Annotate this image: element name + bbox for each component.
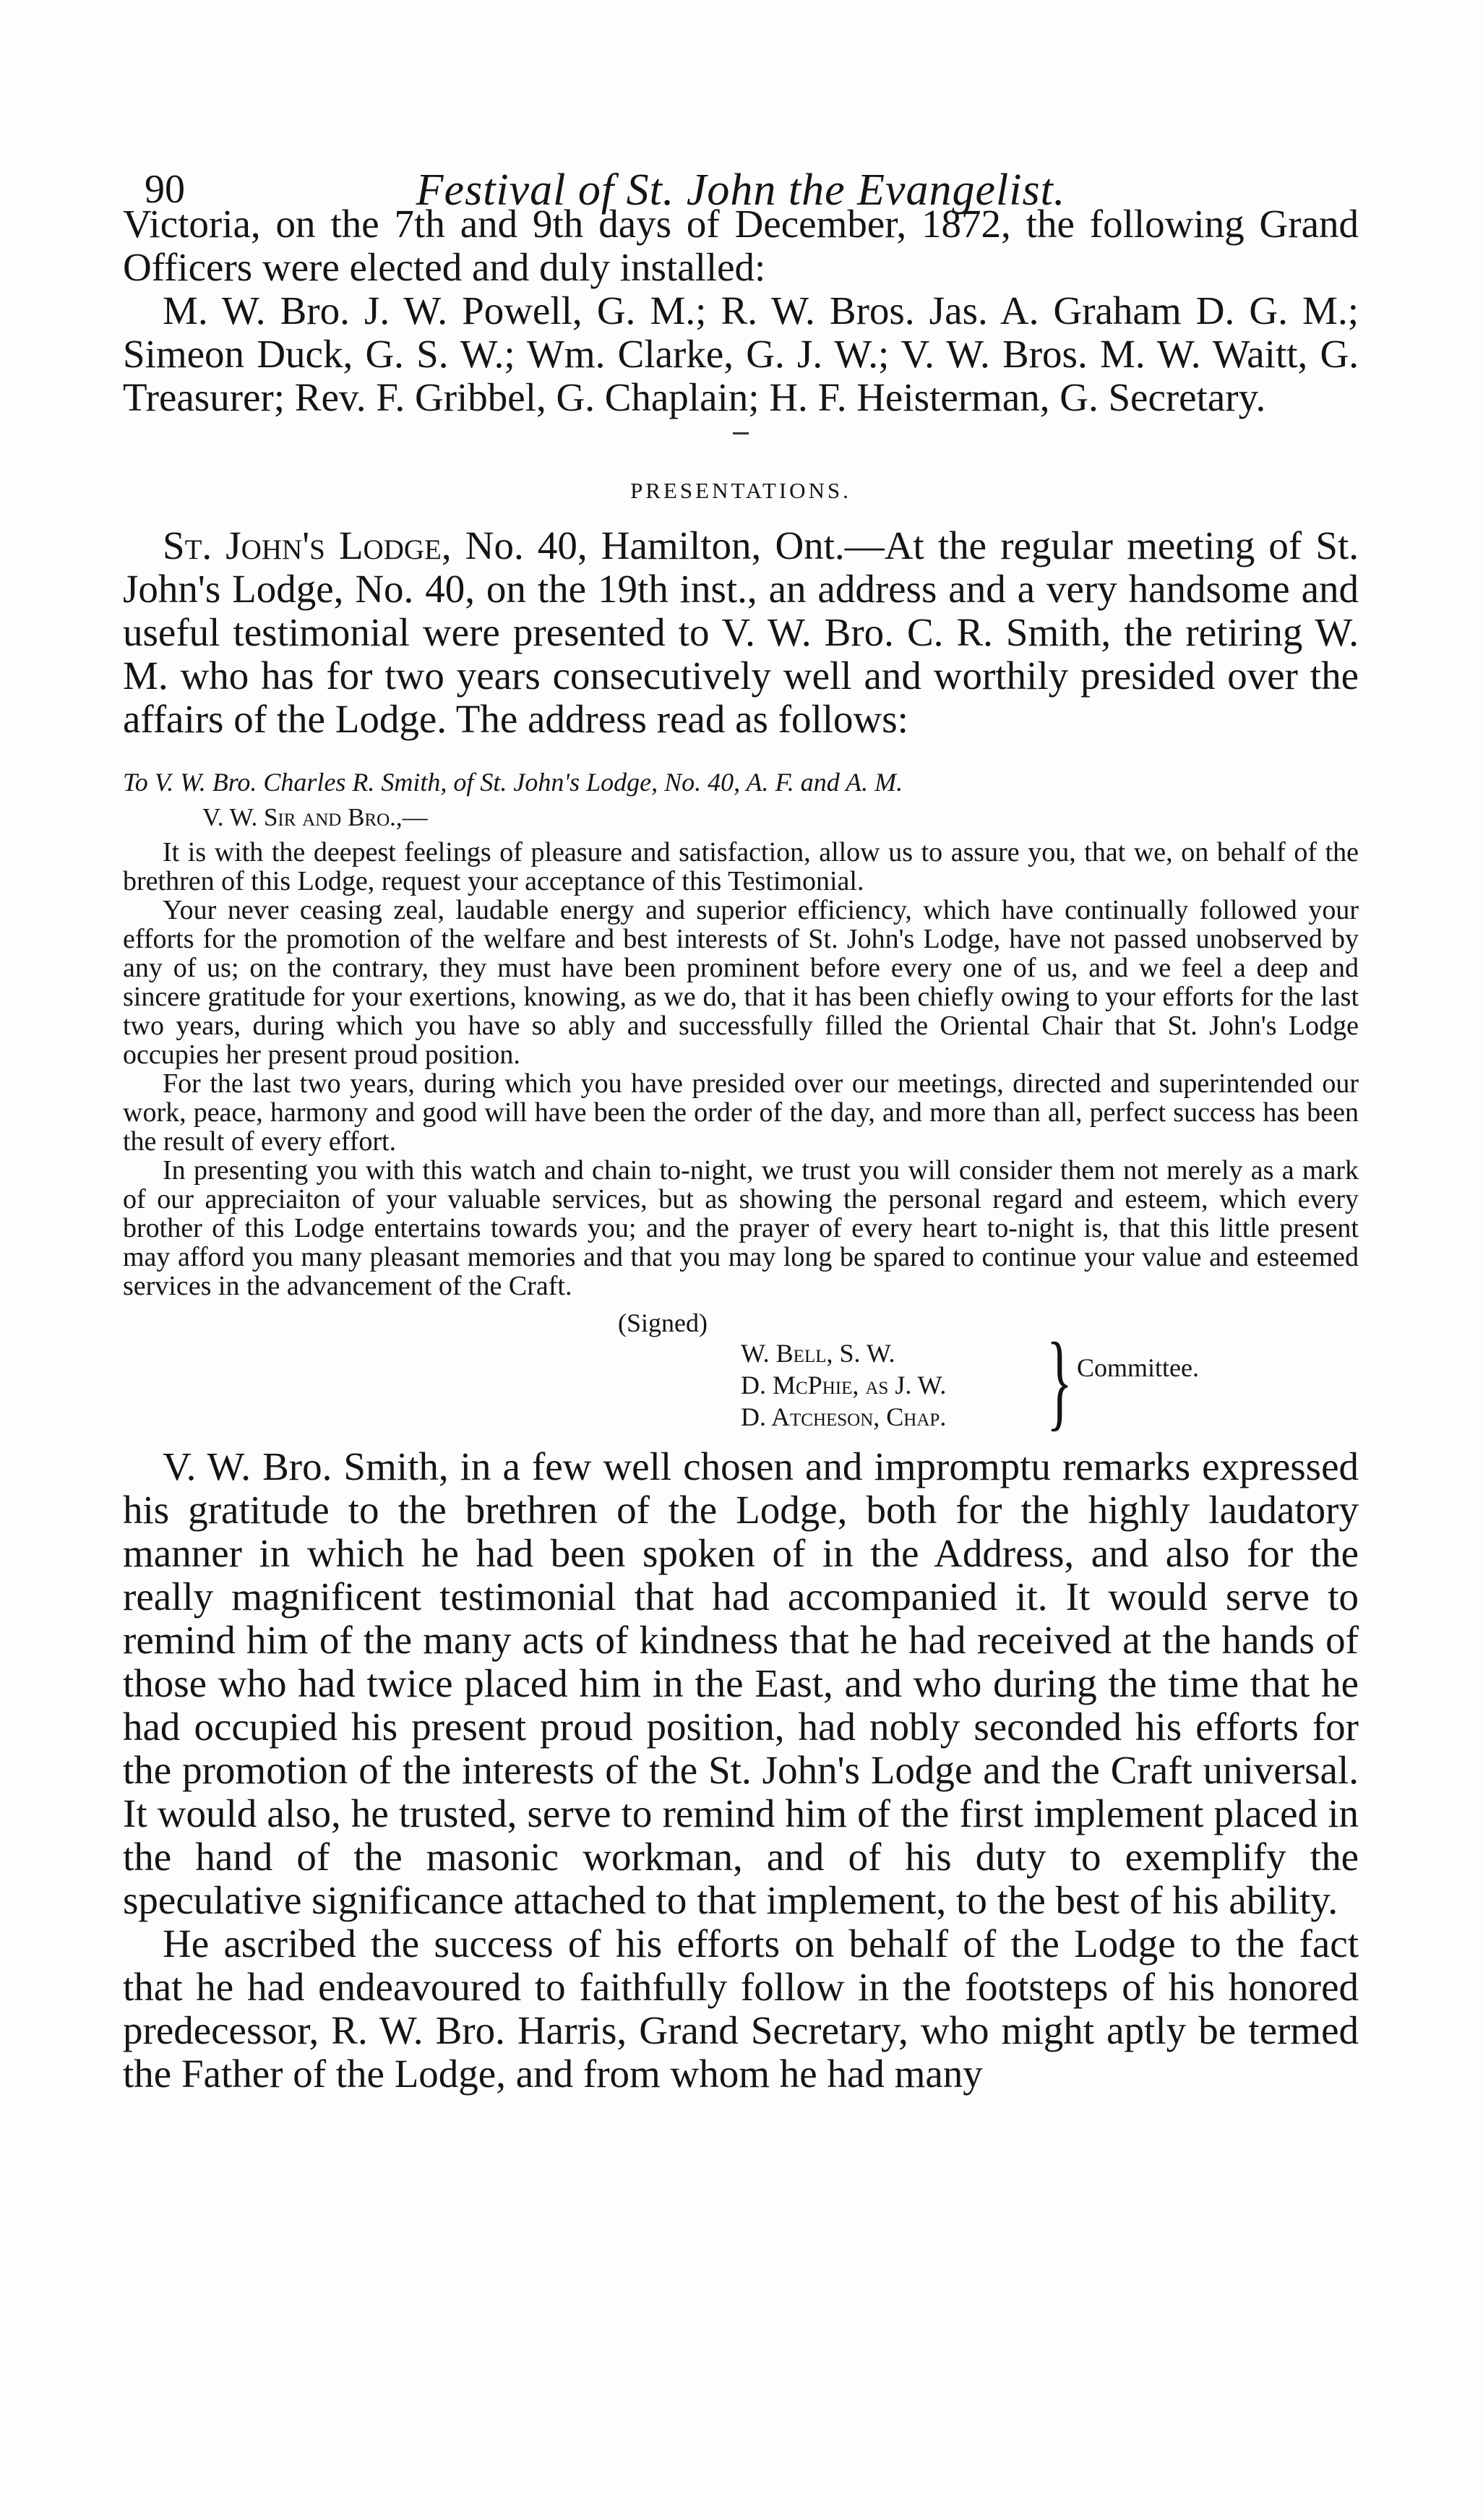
book-page — [123, 123, 1359, 2096]
address-paragraph: For the last two years, during which you have presided over our meetings, directed and superintended our work, peace, harmony and good will have been the order of the day, and more than all, perfect success has been the result of every effort. — [123, 1068, 1359, 1157]
divider-mark — [733, 432, 749, 434]
signatory: D. McPhie, as J. W. — [741, 1371, 947, 1400]
presentation-paragraph — [123, 524, 1359, 741]
signatory: W. Bell, S. W. — [741, 1339, 895, 1368]
intro-paragraph: Victoria, on the 7th and 9th days of December, 1872, the following Grand Officers were elected and duly installed: — [123, 202, 1359, 289]
lodge-name-lead: St. John's Lodge, — [163, 523, 452, 567]
address-salutation: V. W. Sir and Bro.,— — [202, 803, 428, 831]
brace-mark: } — [1046, 1321, 1073, 1441]
running-title: Festival of St. John the Evangelist. — [416, 166, 1066, 215]
address-paragraph: Your never ceasing zeal, laudable energy and superior efficiency, which have continually followed your efforts for the promotion of the welfare and best interests of St. John's Lodge, have not passed unobserved by any of us; on the contrary, they must have been prominent before every one of us, and we feel a deep and sincere gratitude for your exertions, knowing, as we do, that it has been chiefly owing to your efforts for the last two years, during which you have so ably and successfully filled the Oriental Chair that St. John's Lodge occupies her present proud position. — [123, 895, 1359, 1070]
page-header — [123, 123, 1359, 215]
section-heading: PRESENTATIONS. — [630, 478, 851, 503]
signed-label: (Signed) — [618, 1308, 708, 1337]
address-recipient: To V. W. Bro. Charles R. Smith, of St. John's Lodge, No. 40, A. F. and A. M. — [123, 768, 903, 797]
address-paragraph: It is with the deepest feelings of pleasure and satisfaction, allow us to assure you, that we, on behalf of the brethren of this Lodge, request your acceptance of this Testimonial. — [123, 837, 1359, 896]
reply-paragraph: He ascribed the success of his efforts on behalf of the Lodge to the fact that he had endeavoured to faithfully follow in the footsteps of his honored predecessor, R. W. Bro. Harris, Grand Secretary, who might aptly be termed the Father of the Lodge, and from whom he had many — [123, 1921, 1359, 2096]
signature-block — [123, 1308, 1359, 1441]
presentation-text: No. 40, Hamilton, Ont.—At the regular meeting of St. John's Lodge, No. 40, on the 19th inst., an address and a very handsome and useful testimonial were presented to V. W. Bro. C. R. Smith, the retiring W. M. who has for two years consecutively well and worthily presided over the affairs of the Lodge. The address read as follows: — [123, 523, 1359, 741]
reply-paragraph: V. W. Bro. Smith, in a few well chosen and impromptu remarks expressed his gratitude to the brethren of the Lodge, both for the highly laudatory manner in which he had been spoken of in the Address, and also for the really magnificent testimonial that had accompanied it. It would serve to remind him of the many acts of kindness that he had received at the hands of those who had twice placed him in the East, and who during the time that he had occupied his present proud position, had nobly seconded his efforts for the promotion of the interests of the St. John's Lodge and the Craft universal. It would also, he trusted, serve to remind him of the first implement placed in the hand of the masonic workman, and of his duty to exemplify the speculative significance attached to that implement, to the best of his ability. — [123, 1444, 1359, 1922]
page-number: 90 — [145, 167, 185, 212]
address-paragraph: In presenting you with this watch and chain to-night, we trust you will consider them not merely as a mark of our appreciaiton of your valuable services, but as showing the personal regard and esteem, which every brother of this Lodge entertains towards you; and the prayer of every heart to-night is, that this little present may afford you many pleasant memories and that you may long be spared to continue your value and esteemed services in the advancement of the Craft. — [123, 1155, 1359, 1301]
committee-label: Committee. — [1077, 1353, 1199, 1382]
signatory: D. Atcheson, Chap. — [741, 1402, 947, 1431]
officers-paragraph: M. W. Bro. J. W. Powell, G. M.; R. W. Bros. Jas. A. Graham D. G. M.; Simeon Duck, G. S. W.; Wm. Clarke, G. J. W.; V. W. Bros. M. W. Waitt, G. Treasurer; Rev. F. Gribbel, G. Chaplain; H. F. Heisterman, G. Secretary. — [123, 288, 1359, 419]
